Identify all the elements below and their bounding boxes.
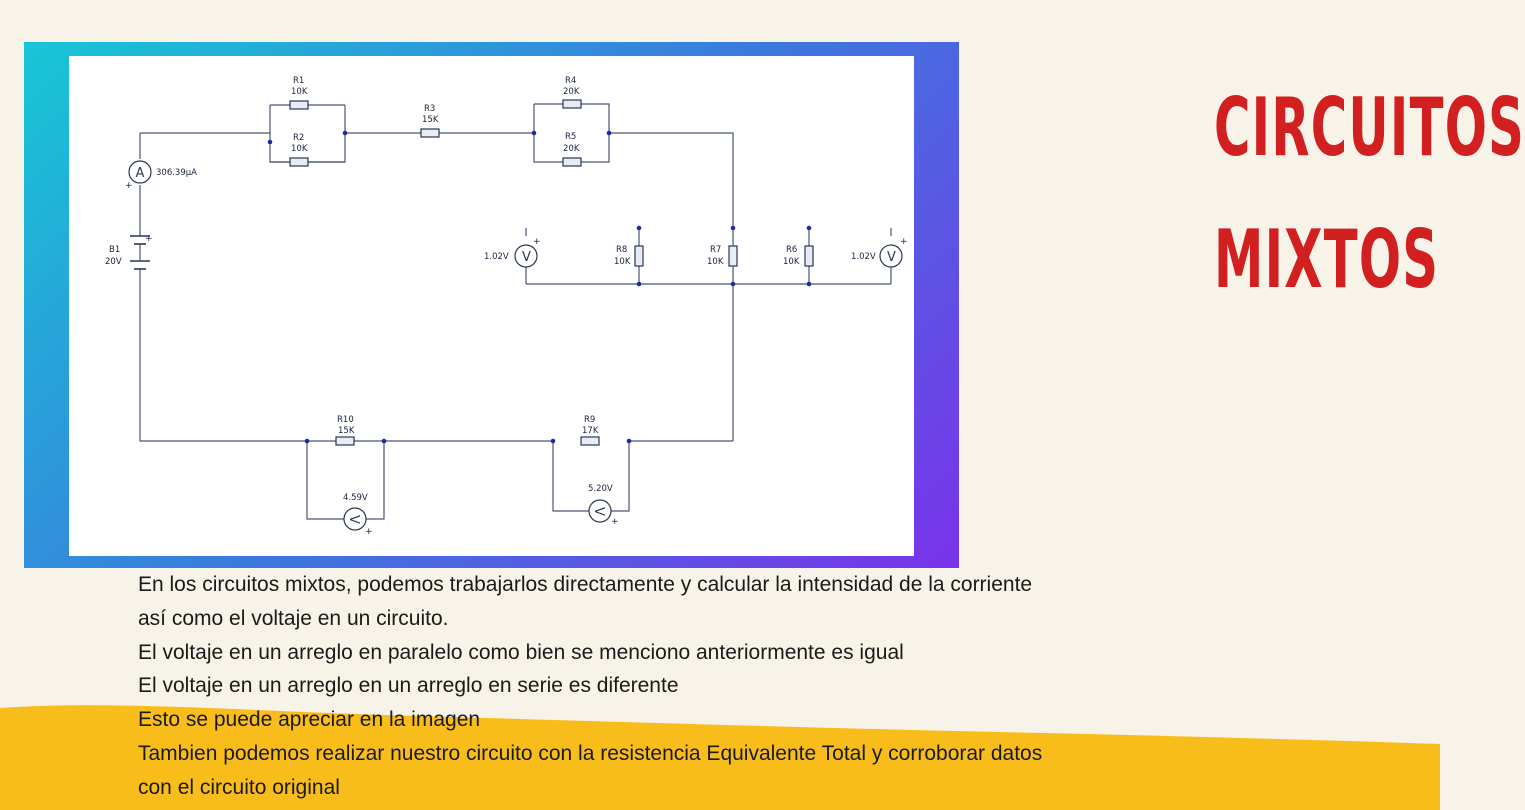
label-r2-value: 10K <box>291 144 308 154</box>
label-b1-name: B1 <box>109 245 121 255</box>
resistor-r1 <box>290 101 308 109</box>
voltmeter-left-symbol: V <box>522 250 531 265</box>
voltmeter-left-plus: + <box>533 237 541 247</box>
voltmeter-r9-reading: 5.20V <box>588 484 613 494</box>
voltmeter-r9-plus: + <box>611 517 619 527</box>
battery-plus: + <box>145 234 153 244</box>
label-r1-name: R1 <box>293 76 305 86</box>
resistor-r3 <box>421 129 439 137</box>
resistor-r4 <box>563 100 581 108</box>
resistor-r8 <box>635 246 643 266</box>
label-r2-name: R2 <box>293 133 305 143</box>
voltmeter-left <box>515 245 537 267</box>
label-r1-value: 10K <box>291 87 308 97</box>
voltmeter-r10-symbol: V <box>346 515 361 524</box>
body-line: Tambien podemos realizar nuestro circuito con la resistencia Equivalente Total y corroborar datos <box>138 741 1043 765</box>
label-r8-name: R8 <box>616 245 628 255</box>
label-r3-name: R3 <box>424 104 436 114</box>
voltmeter-r9-symbol: V <box>591 507 606 516</box>
voltmeter-r10 <box>344 508 366 530</box>
circuit-diagram <box>69 56 914 556</box>
body-line: con el circuito original <box>138 775 340 799</box>
ammeter-plus: + <box>125 181 133 191</box>
label-r10-value: 15K <box>338 426 355 436</box>
wires <box>140 104 891 519</box>
slide-title <box>1214 62 1525 326</box>
label-r7-name: R7 <box>710 245 722 255</box>
label-r4-name: R4 <box>565 76 577 86</box>
label-r6-name: R6 <box>786 245 798 255</box>
voltmeter-r10-reading: 4.59V <box>343 493 368 503</box>
body-line: Esto se puede apreciar en la imagen <box>138 708 481 732</box>
voltmeter-right-symbol: V <box>887 250 896 265</box>
label-r7-value: 10K <box>707 257 724 267</box>
label-r5-value: 20K <box>563 144 580 154</box>
voltmeter-right-plus: + <box>900 237 908 247</box>
resistor-r7 <box>729 246 737 266</box>
voltmeter-r9 <box>589 500 611 522</box>
label-r4-value: 20K <box>563 87 580 97</box>
resistor-r6 <box>805 246 813 266</box>
resistor-r10 <box>336 437 354 445</box>
resistors <box>290 100 813 445</box>
ammeter <box>129 161 151 183</box>
label-b1-value: 20V <box>105 257 122 267</box>
ammeter-reading: 306.39μA <box>156 168 197 178</box>
body-text <box>138 568 1338 805</box>
resistor-r5 <box>563 158 581 166</box>
label-r3-value: 15K <box>422 115 439 125</box>
voltmeter-right <box>880 245 902 267</box>
label-r5-name: R5 <box>565 132 577 142</box>
label-r6-value: 10K <box>783 257 800 267</box>
voltmeter-r10-plus: + <box>365 527 373 537</box>
title-line-2: MIXTOS <box>1214 213 1440 306</box>
body-line: El voltaje en un arreglo en un arreglo en serie es diferente <box>138 674 679 698</box>
voltmeter-right-reading: 1.02V <box>851 252 876 262</box>
body-line: El voltaje en un arreglo en paralelo como bien se menciono anteriormente es igual <box>138 640 904 664</box>
body-line: así como el voltaje en un circuito. <box>138 606 449 630</box>
title-line-1: CIRCUITOS <box>1214 81 1525 174</box>
label-r9-value: 17K <box>582 426 599 436</box>
label-r10-name: R10 <box>337 415 354 425</box>
voltmeter-left-reading: 1.02V <box>484 252 509 262</box>
label-r8-value: 10K <box>614 257 631 267</box>
body-line: En los circuitos mixtos, podemos trabajarlos directamente y calcular la intensidad de la corriente <box>138 573 1033 596</box>
component-labels <box>105 76 908 537</box>
resistor-r2 <box>290 158 308 166</box>
junction-nodes <box>268 131 812 444</box>
ammeter-symbol: A <box>135 166 145 181</box>
label-r9-name: R9 <box>584 415 596 425</box>
resistor-r9 <box>581 437 599 445</box>
